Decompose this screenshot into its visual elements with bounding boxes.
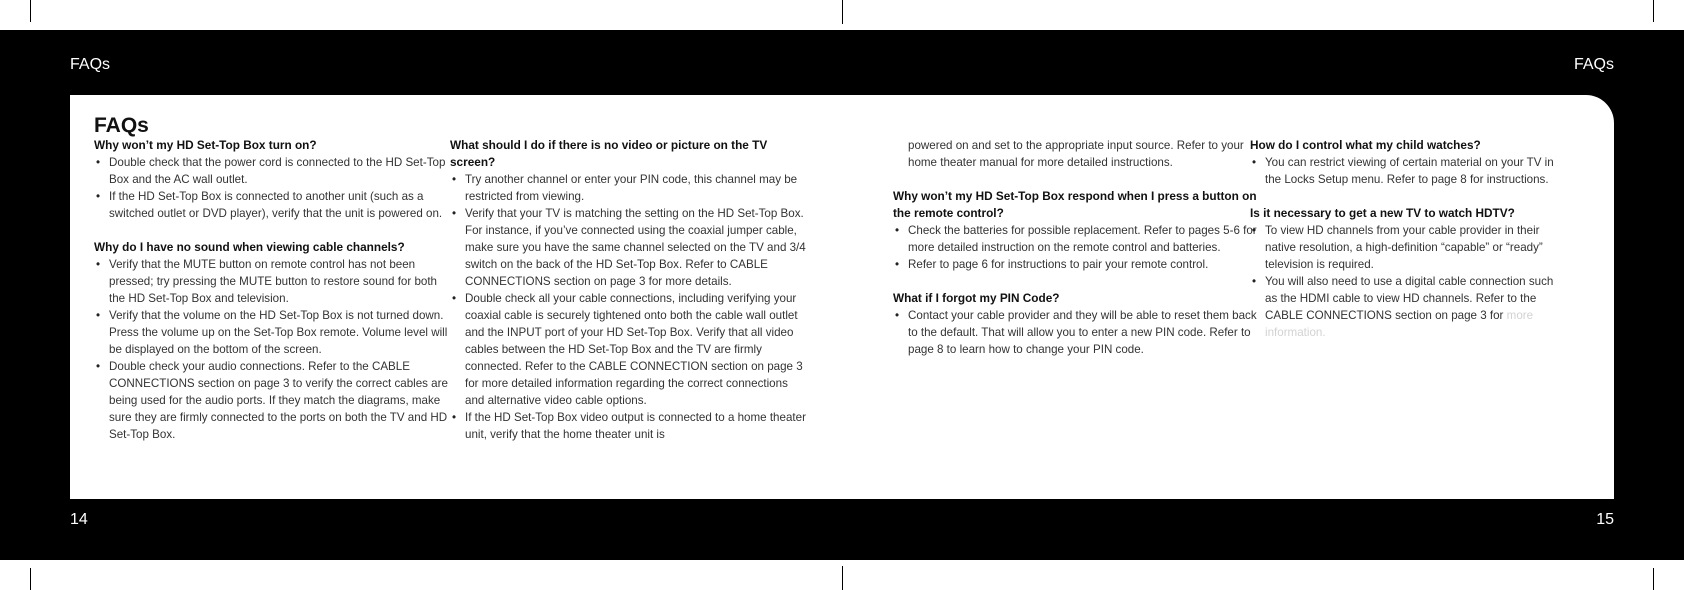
page-title: FAQs	[94, 114, 149, 137]
faq-answer-list	[893, 307, 1261, 358]
faq-column-1	[94, 137, 454, 443]
faq-answer-list	[94, 256, 454, 443]
faq-answer-item: • Double check all your cable connections, including verifying your coaxial cable is securely tightened onto both the cable wall outlet and the INPUT port of your HD Set-Top Box. Verify that all video cables between the HD Set-Top Box and the TV are firmly connected. Refer to the CABLE CONNECTION section on page 3 for more detailed information regarding the correct connections and alternative video cable options.	[450, 290, 808, 409]
header-right-label: FAQs	[1573, 56, 1614, 73]
crop-mark	[30, 0, 31, 22]
faq-answer-item: • Refer to page 6 for instructions to pair your remote control.	[893, 256, 1261, 273]
faq-answer-item: • If the HD Set-Top Box is connected to another unit (such as a switched outlet or DVD player), verify that the unit is powered on.	[94, 188, 454, 222]
faq-column-2	[450, 137, 808, 443]
faq-answer-item	[1250, 273, 1568, 341]
faq-answer-item: • Try another channel or enter your PIN code, this channel may be restricted from viewing.	[450, 171, 808, 205]
crop-mark	[30, 568, 31, 590]
faq-answer-text: You will also need to use a digital cable connection such as the HDMI cable to view HD channels. Refer to the CABLE CONNECTIONS section on page 3 for	[1265, 275, 1554, 322]
faq-answer-list	[1250, 222, 1568, 341]
faq-question: Is it necessary to get a new TV to watch HDTV?	[1250, 206, 1515, 220]
faq-answer-item: • Double check that the power cord is connected to the HD Set-Top Box and the AC wall outlet.	[94, 154, 454, 188]
faq-question: What should I do if there is no video or picture on the TV screen?	[450, 138, 768, 169]
faq-question: Why won’t my HD Set-Top Box respond when I press a button on the remote control?	[893, 189, 1257, 220]
faq-question: Why won’t my HD Set-Top Box turn on?	[94, 138, 317, 152]
faq-question: How do I control what my child watches?	[1250, 138, 1481, 152]
faq-answer-item: • Double check your audio connections. Refer to the CABLE CONNECTIONS section on page 3 to verify the correct cables are being used for the audio ports. If they match the diagrams, make sure they are firmly connected to the ports on both the TV and HD Set-Top Box.	[94, 358, 454, 443]
faq-answer-list	[94, 154, 454, 222]
faq-answer-continued: powered on and set to the appropriate input source. Refer to your home theater manual for more detailed instructions.	[908, 139, 1244, 169]
page-number-right: 15	[1596, 511, 1614, 528]
faq-column-3	[893, 137, 1261, 358]
faq-answer-list	[450, 171, 808, 443]
faq-answer-list	[893, 222, 1261, 273]
faq-question: Why do I have no sound when viewing cable channels?	[94, 240, 405, 254]
crop-mark	[842, 0, 843, 24]
faq-answer-item: • Contact your cable provider and they will be able to reset them back to the default. That will allow you to enter a new PIN code. Refer to page 8 to learn how to change your PIN code.	[893, 307, 1261, 358]
faq-answer-item: • You can restrict viewing of certain material on your TV in the Locks Setup menu. Refer to page 8 for instructions.	[1250, 154, 1568, 188]
crop-mark	[1653, 0, 1654, 22]
faq-answer-faded-text: more information.	[1265, 309, 1534, 339]
header-left-label: FAQs	[70, 56, 111, 73]
faq-answer-list	[1250, 154, 1568, 188]
faq-question: What if I forgot my PIN Code?	[893, 291, 1060, 305]
faq-content-panel	[70, 95, 1614, 499]
faq-answer-item: • Verify that the volume on the HD Set-Top Box is not turned down. Press the volume up on the Set-Top Box remote. Volume level will be displayed on the bottom of the screen.	[94, 307, 454, 358]
faq-answer-item: • Verify that your TV is matching the setting on the HD Set-Top Box. For instance, if you’ve connected using the coaxial jumper cable, make sure you have the same channel selected on the TV and 3/4 switch on the back of the HD Set-Top Box. Refer to CABLE CONNECTIONS section on page 3 for more details.	[450, 205, 808, 290]
faq-column-4	[1250, 137, 1568, 341]
faq-answer-item: • To view HD channels from your cable provider in their native resolution, a high-definition “capable” or “ready” television is required.	[1250, 222, 1568, 273]
faq-answer-item: • Check the batteries for possible replacement. Refer to pages 5-6 for more detailed instruction on the remote control and batteries.	[893, 222, 1261, 256]
faq-answer-item: • Verify that the MUTE button on remote control has not been pressed; try pressing the MUTE button to restore sound for both the HD Set-Top Box and television.	[94, 256, 454, 307]
crop-mark	[1653, 568, 1654, 590]
faq-answer-item: • If the HD Set-Top Box video output is connected to a home theater unit, verify that the home theater unit is	[450, 409, 808, 443]
crop-mark	[842, 566, 843, 590]
page-number-left: 14	[70, 511, 88, 528]
